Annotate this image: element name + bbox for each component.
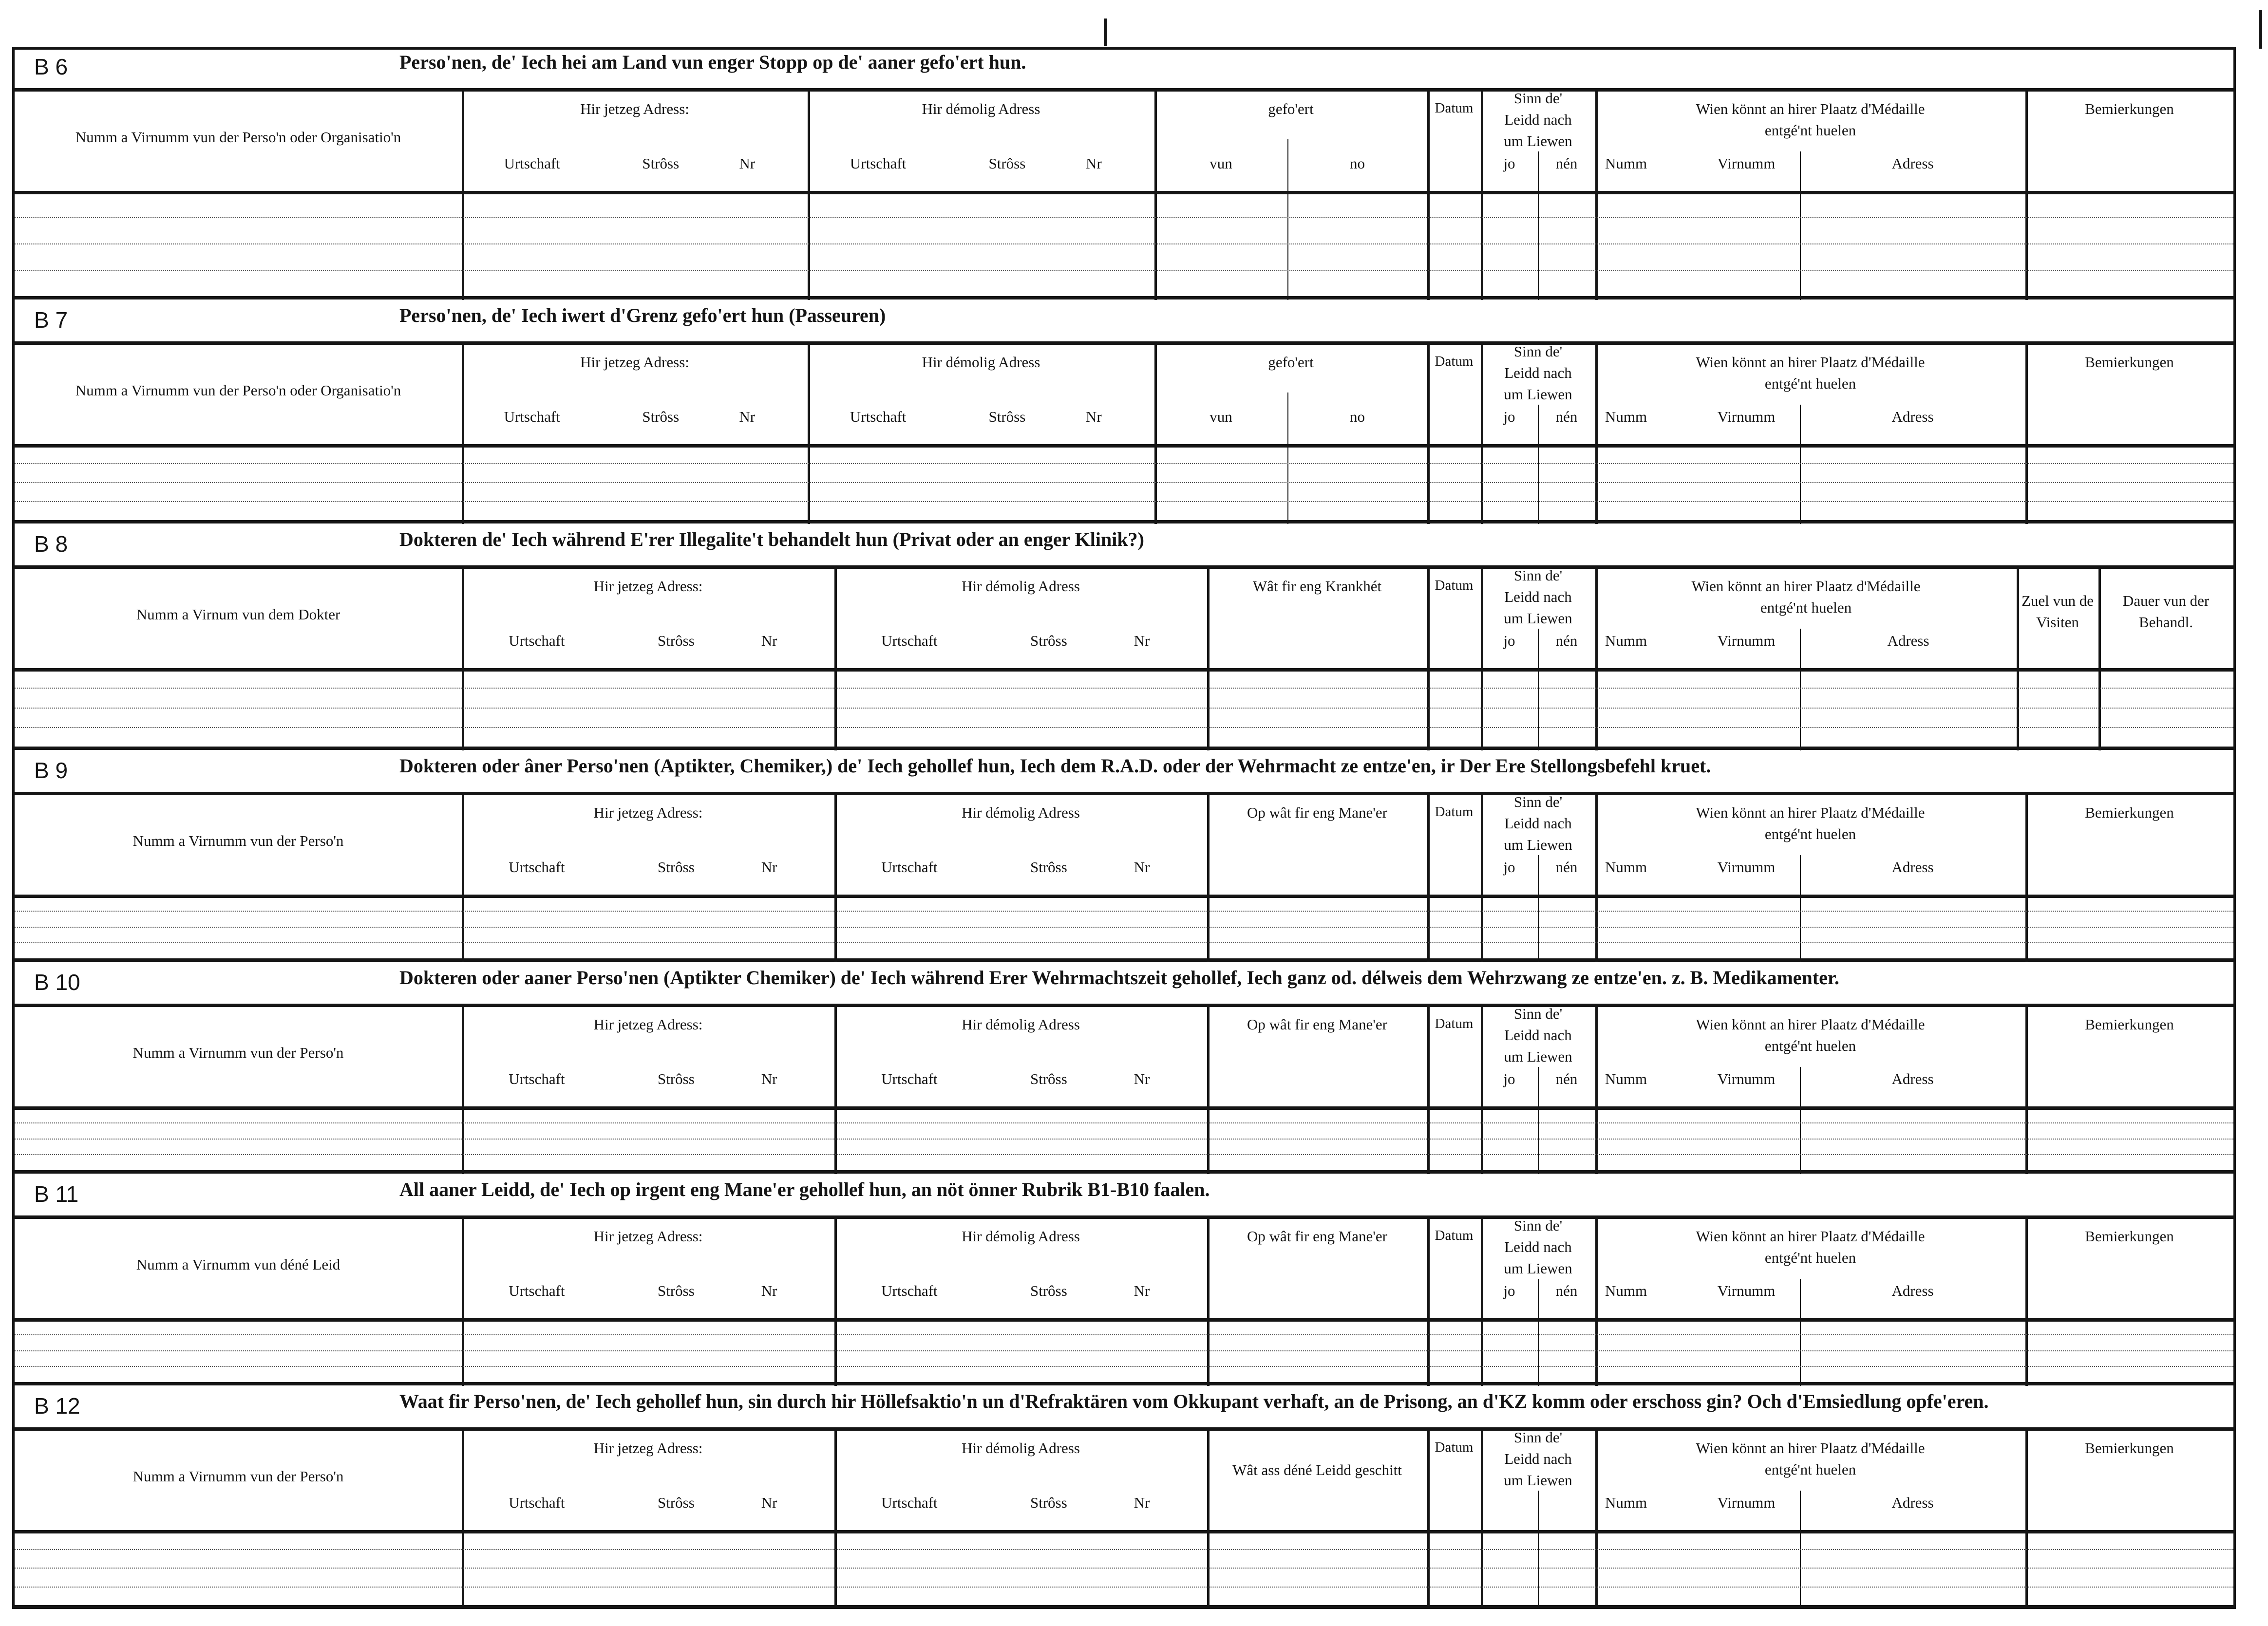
yes-label: jo [1503, 155, 1515, 172]
current-address-header: Hir jetzeg Adress: [580, 354, 689, 371]
nr-label: Nr [761, 632, 777, 649]
current-address-header: Hir jetzeg Adress: [593, 1439, 703, 1457]
numm-label: Numm [1605, 1282, 1647, 1299]
section-header [15, 1174, 2233, 1219]
section-bottom [15, 1605, 2233, 1608]
adress-label: Adress [1891, 859, 1934, 876]
alive-header-line2: Leidd nach [1504, 1238, 1572, 1255]
fill-line [15, 1549, 2233, 1550]
alive-header-line3: um Liewen [1504, 610, 1572, 627]
medal-header-line1: Wien könnt an hirer Plaatz d'Médaille [1696, 1016, 1925, 1033]
section-title: Perso'nen, de' Iech iwert d'Grenz gefo'ert hun (Passeuren) [399, 304, 886, 326]
adress-label: Adress [1887, 632, 1929, 649]
section-header [15, 750, 2233, 795]
alive-header-line1: Sinn de' [1513, 90, 1563, 107]
section-b6 [15, 47, 2233, 300]
adress-label: Adress [1891, 1282, 1934, 1299]
first-column-header: Numm a Virnumm vun der Perso'n oder Organisatio'n [75, 382, 401, 399]
fill-line [15, 463, 2233, 464]
fill-line [15, 217, 2233, 218]
fill-line [15, 1350, 2233, 1351]
stross-label: Strôss [657, 1494, 695, 1511]
urtschaft-label: Urtschaft [881, 632, 938, 649]
nr-label: Nr [1134, 632, 1150, 649]
fill-line [15, 1154, 2233, 1155]
jo-nen-split [1538, 151, 1539, 300]
current-address-header: Hir jetzeg Adress: [580, 100, 689, 117]
nr-label: Nr [1134, 1070, 1150, 1087]
medal-split [1800, 151, 1801, 300]
nr-label: Nr [761, 1070, 777, 1087]
alive-header-line1: Sinn de' [1513, 1005, 1563, 1022]
current-address-header: Hir jetzeg Adress: [593, 1228, 703, 1245]
fill-line [15, 927, 2233, 928]
adress-label: Adress [1891, 1070, 1934, 1087]
fill-line [15, 688, 2233, 689]
registration-mark [1104, 19, 1107, 46]
stross-label: Strôss [988, 155, 1026, 172]
first-column-header: Numm a Virnum vun dem Dokter [136, 606, 340, 623]
datum-header: Datum [1435, 578, 1474, 593]
section-bottom [15, 1170, 2233, 1174]
nr-label: Nr [1134, 1282, 1150, 1299]
current-address-header: Hir jetzeg Adress: [593, 804, 703, 821]
transported-header: gefo'ert [1268, 354, 1314, 371]
section-title: All aaner Leidd, de' Iech op irgent eng Mane'er gehollef hun, an nöt önner Rubrik B1-B10 faalen. [399, 1178, 1210, 1200]
virnumm-label: Virnumm [1717, 1070, 1776, 1087]
adress-label: Adress [1891, 1494, 1934, 1511]
yes-label: jo [1503, 408, 1515, 425]
numm-label: Numm [1605, 155, 1647, 172]
stross-label: Strôss [1030, 1494, 1067, 1511]
alive-header-line1: Sinn de' [1513, 567, 1563, 584]
urtschaft-label: Urtschaft [881, 1070, 938, 1087]
former-address-header: Hir démolig Adress [962, 1439, 1080, 1457]
remarks-header: Bemierkungen [2085, 1439, 2174, 1457]
urtschaft-label: Urtschaft [881, 1282, 938, 1299]
section-bottom [15, 747, 2233, 750]
medal-header-line1: Wien könnt an hirer Plaatz d'Médaille [1696, 804, 1925, 821]
remarks-header: Bemierkungen [2085, 804, 2174, 821]
urtschaft-label: Urtschaft [850, 408, 907, 425]
duration-header: Dauer vun der Behandl. [2122, 592, 2210, 631]
form-sheet [12, 47, 2236, 1609]
transported-header: gefo'ert [1268, 100, 1314, 117]
former-address-header: Hir démolig Adress [922, 354, 1040, 371]
first-column-header: Numm a Virnumm vun der Perso'n [132, 1044, 344, 1061]
virnumm-label: Virnumm [1717, 1282, 1776, 1299]
nr-label: Nr [1134, 1494, 1150, 1511]
datum-header: Datum [1435, 100, 1474, 116]
stross-label: Strôss [988, 408, 1026, 425]
stross-label: Strôss [1030, 1282, 1067, 1299]
column-header-bottom [15, 1106, 2233, 1110]
stross-label: Strôss [657, 1282, 695, 1299]
nr-label: Nr [761, 1282, 777, 1299]
registration-mark-right [2259, 10, 2262, 49]
medal-header-line1: Wien könnt an hirer Plaatz d'Médaille [1696, 1439, 1925, 1457]
datum-header: Datum [1435, 804, 1474, 820]
fill-line [15, 1122, 2233, 1123]
section-b9 [15, 750, 2233, 962]
medal-header-line1: Wien könnt an hirer Plaatz d'Médaille [1696, 1228, 1925, 1245]
section-label: B 6 [34, 54, 68, 79]
section-b8 [15, 524, 2233, 750]
section-bottom [15, 958, 2233, 962]
remarks-header: Bemierkungen [2085, 100, 2174, 117]
no-label: nén [1555, 408, 1578, 425]
alive-header-line2: Leidd nach [1504, 1027, 1572, 1044]
from-label: vun [1210, 155, 1232, 172]
urtschaft-label: Urtschaft [504, 155, 560, 172]
urtschaft-label: Urtschaft [509, 859, 565, 876]
section-header [15, 47, 2233, 92]
fill-line [15, 1139, 2233, 1140]
nr-label: Nr [1134, 859, 1150, 876]
fill-line [15, 501, 2233, 502]
medal-header-line1: Wien könnt an hirer Plaatz d'Médaille [1696, 354, 1925, 371]
medal-header-line2: entgé'nt huelen [1764, 375, 1856, 392]
to-label: no [1350, 155, 1365, 172]
section-title: Perso'nen, de' Iech hei am Land vun enger Stopp op de' aaner gefo'ert hun. [399, 51, 1026, 73]
section-b10 [15, 962, 2233, 1174]
section-bottom [15, 520, 2233, 523]
remarks-header: Bemierkungen [2085, 1228, 2174, 1245]
stross-label: Strôss [1030, 859, 1067, 876]
nr-label: Nr [1086, 408, 1102, 425]
section-label: B 7 [34, 307, 68, 333]
yes-label: jo [1503, 1282, 1515, 1299]
no-label: nén [1555, 1282, 1578, 1299]
datum-header: Datum [1435, 1439, 1474, 1455]
former-address-header: Hir démolig Adress [922, 100, 1040, 117]
stross-label: Strôss [657, 632, 695, 649]
section-label: B 10 [34, 970, 80, 995]
fill-line [15, 911, 2233, 912]
column-header-bottom [15, 191, 2233, 194]
alive-header-line1: Sinn de' [1513, 1429, 1563, 1446]
visits-header: Zuel vun de Visiten [2021, 592, 2094, 631]
adress-label: Adress [1891, 408, 1934, 425]
alive-header-line3: um Liewen [1504, 1048, 1572, 1065]
column-divider [1207, 1427, 1210, 1609]
section-header [15, 962, 2233, 1007]
alive-header-line2: Leidd nach [1504, 364, 1572, 381]
yes-label: jo [1503, 1070, 1515, 1087]
column-header-bottom [15, 895, 2233, 898]
stross-label: Strôss [1030, 1070, 1067, 1087]
virnumm-label: Virnumm [1717, 632, 1776, 649]
section-label: B 11 [34, 1181, 79, 1207]
alive-header-line3: um Liewen [1504, 1260, 1572, 1277]
alive-header-line3: um Liewen [1504, 1472, 1572, 1489]
first-column-header: Numm a Virnumm vun der Perso'n oder Organisatio'n [75, 129, 401, 146]
section-title: Waat fir Perso'nen, de' Iech gehollef hun, sin durch hir Höllefsaktio'n un d'Refraktären vom Okkupant verhaft, an de Prisong, an d'KZ komm oder erschoss gin? Och d'Emsiedlung opfe'eren. [399, 1390, 1989, 1412]
urtschaft-label: Urtschaft [509, 1282, 565, 1299]
jo-nen-split [1538, 1491, 1539, 1609]
nr-label: Nr [739, 408, 756, 425]
datum-header: Datum [1435, 1228, 1474, 1243]
alive-header-line3: um Liewen [1504, 132, 1572, 150]
medal-header-line2: entgé'nt huelen [1764, 1037, 1856, 1054]
from-label: vun [1210, 408, 1232, 425]
section-b12 [15, 1386, 2233, 1609]
current-address-header: Hir jetzeg Adress: [593, 578, 703, 595]
first-column-header: Numm a Virnumm vun déné Leid [136, 1256, 340, 1273]
remarks-header: Bemierkungen [2085, 354, 2174, 371]
urtschaft-label: Urtschaft [850, 155, 907, 172]
stross-label: Strôss [1030, 632, 1067, 649]
adress-label: Adress [1891, 155, 1934, 172]
no-label: nén [1555, 859, 1578, 876]
alive-header-line2: Leidd nach [1504, 588, 1572, 605]
alive-header-line3: um Liewen [1504, 836, 1572, 853]
alive-header-line1: Sinn de' [1513, 1217, 1563, 1234]
fate-header: Wât ass déné Leidd geschitt [1232, 1461, 1402, 1478]
fill-line [15, 1334, 2233, 1335]
stross-label: Strôss [657, 859, 695, 876]
no-label: nén [1555, 632, 1578, 649]
medal-header-line2: entgé'nt huelen [1764, 1461, 1856, 1478]
medal-header-line2: entgé'nt huelen [1764, 122, 1856, 139]
urtschaft-label: Urtschaft [881, 1494, 938, 1511]
section-b11 [15, 1174, 2233, 1386]
urtschaft-label: Urtschaft [509, 1494, 565, 1511]
section-header [15, 524, 2233, 569]
section-b7 [15, 300, 2233, 524]
column-header-bottom [15, 444, 2233, 448]
fill-line [15, 942, 2233, 943]
section-title: Dokteren de' Iech während E'rer Illegalite't behandelt hun (Privat oder an enger Klinik?) [399, 528, 1144, 550]
illness-header: Wât fir eng Krankhét [1252, 578, 1382, 595]
urtschaft-label: Urtschaft [504, 408, 560, 425]
section-label: B 9 [34, 758, 68, 783]
urtschaft-label: Urtschaft [509, 632, 565, 649]
former-address-header: Hir démolig Adress [962, 1228, 1080, 1245]
nr-label: Nr [1086, 155, 1102, 172]
no-label: nén [1555, 155, 1578, 172]
section-label: B 12 [34, 1393, 80, 1419]
manner-header: Op wât fir eng Mane'er [1247, 1228, 1387, 1245]
fill-line [15, 727, 2233, 728]
nr-label: Nr [761, 1494, 777, 1511]
stross-label: Strôss [642, 155, 680, 172]
column-header-bottom [15, 668, 2233, 672]
datum-header: Datum [1435, 354, 1474, 369]
virnumm-label: Virnumm [1717, 155, 1776, 172]
medal-header-line2: entgé'nt huelen [1760, 599, 1852, 616]
nr-label: Nr [739, 155, 756, 172]
stross-label: Strôss [642, 408, 680, 425]
alive-header-line1: Sinn de' [1513, 793, 1563, 810]
alive-header-line2: Leidd nach [1504, 111, 1572, 128]
yes-label: jo [1503, 859, 1515, 876]
first-column-header: Numm a Virnumm vun der Perso'n [132, 832, 344, 849]
alive-header-line3: um Liewen [1504, 386, 1572, 403]
former-address-header: Hir démolig Adress [962, 578, 1080, 595]
fill-line [15, 708, 2233, 709]
stross-label: Strôss [657, 1070, 695, 1087]
to-label: no [1350, 408, 1365, 425]
fill-line [15, 482, 2233, 483]
virnumm-label: Virnumm [1717, 859, 1776, 876]
virnumm-label: Virnumm [1717, 1494, 1776, 1511]
numm-label: Numm [1605, 1494, 1647, 1511]
section-title: Dokteren oder âner Perso'nen (Aptikter, Chemiker,) de' Iech gehollef hun, Iech dem R.A.D. oder der Wehrmacht ze entze'en, ir Der Ere Stellongsbefehl kruet. [399, 755, 1711, 777]
no-label: nén [1555, 1070, 1578, 1087]
numm-label: Numm [1605, 859, 1647, 876]
column-header-bottom [15, 1318, 2233, 1322]
urtschaft-label: Urtschaft [509, 1070, 565, 1087]
nr-label: Nr [761, 859, 777, 876]
manner-header: Op wât fir eng Mane'er [1247, 1016, 1387, 1033]
section-bottom [15, 1382, 2233, 1385]
virnumm-label: Virnumm [1717, 408, 1776, 425]
medal-header-line1: Wien könnt an hirer Plaatz d'Médaille [1696, 100, 1925, 117]
alive-header-line2: Leidd nach [1504, 1450, 1572, 1467]
fill-line [15, 270, 2233, 271]
fill-line [15, 1366, 2233, 1367]
section-header [15, 1386, 2233, 1431]
medal-header-line1: Wien könnt an hirer Plaatz d'Médaille [1691, 578, 1921, 595]
section-label: B 8 [34, 531, 68, 557]
column-header-bottom [15, 1530, 2233, 1533]
numm-label: Numm [1605, 1070, 1647, 1087]
numm-label: Numm [1605, 408, 1647, 425]
former-address-header: Hir démolig Adress [962, 804, 1080, 821]
yes-label: jo [1503, 632, 1515, 649]
section-title: Dokteren oder aaner Perso'nen (Aptikter Chemiker) de' Iech während Erer Wehrmachtszeit gehollef, Iech ganz od. délweis dem Wehrzwang ze entze'en. z. B. Medikamenter. [399, 967, 1839, 989]
alive-header-line2: Leidd nach [1504, 815, 1572, 832]
datum-header: Datum [1435, 1016, 1474, 1031]
numm-label: Numm [1605, 632, 1647, 649]
section-header [15, 300, 2233, 345]
former-address-header: Hir démolig Adress [962, 1016, 1080, 1033]
medal-header-line2: entgé'nt huelen [1764, 1249, 1856, 1266]
urtschaft-label: Urtschaft [881, 859, 938, 876]
remarks-header: Bemierkungen [2085, 1016, 2174, 1033]
fill-line [15, 243, 2233, 244]
fill-line [15, 1587, 2233, 1588]
fill-line [15, 1568, 2233, 1569]
alive-header-line1: Sinn de' [1513, 343, 1563, 360]
current-address-header: Hir jetzeg Adress: [593, 1016, 703, 1033]
section-bottom [15, 296, 2233, 299]
medal-header-line2: entgé'nt huelen [1764, 825, 1856, 842]
manner-header: Op wât fir eng Mane'er [1247, 804, 1387, 821]
first-column-header: Numm a Virnumm vun der Perso'n [132, 1468, 344, 1485]
